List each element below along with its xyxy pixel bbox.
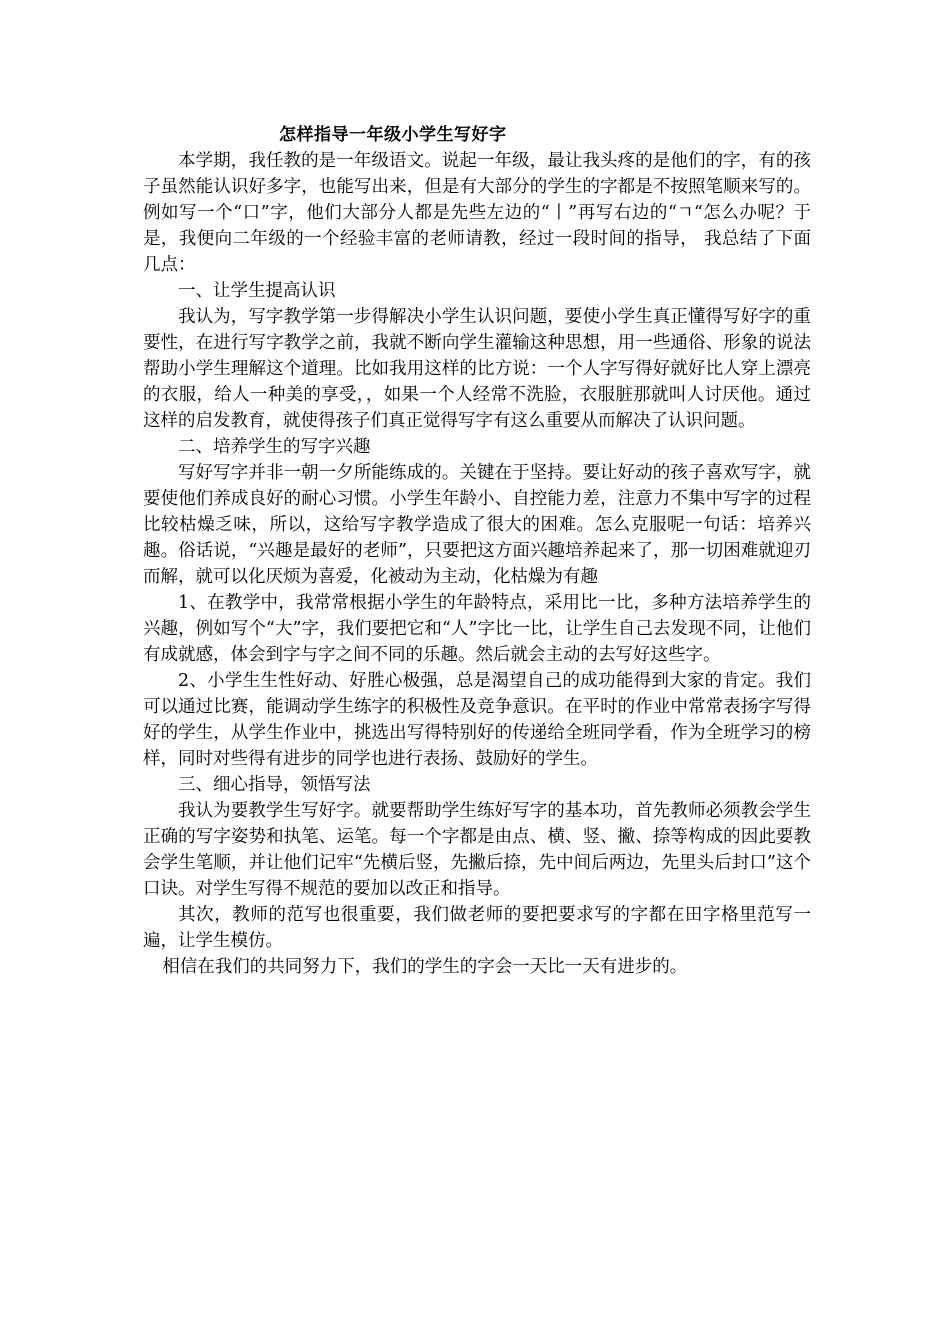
section-heading-2: 二、培养学生的写字兴趣 xyxy=(178,437,371,457)
section-1-paragraph: 我认为，写字教学第一步得解决小学生认识问题，要使小学生真正懂得写好字的重要性，在进行写字教学之前，我就不断向学生灌输这种思想，用一些通俗、形象的说法帮助小学生理解这个道理。比如我用这样的比方说：一个人字写得好就好比人穿上漂亮的衣服，给人一种美的享受，，如果一个人经常不洗脸，衣服脏那就叫人讨厌他。通过这样的启发教育，就使得孩子们真正觉得写字有这么重要从而解决了认识问题。 xyxy=(143,307,811,431)
section-3-paragraph-1: 我认为要教学生写好字。就要帮助学生练好写字的基本功，首先教师必须教会学生正确的写字姿势和执笔、运笔。每一个字都是由点、横、竖、撇、捺等构成的因此要教会学生笔顺，并让他们记牢“先横后竖，先撇后捺，先中间后两边，先里头后封口”这个口诀。对学生写得不规范的要加以改正和指导。 xyxy=(143,801,811,899)
intro-paragraph: 本学期，我任教的是一年级语文。说起一年级，最让我头疼的是他们的字，有的孩子虽然能认识好多字，也能写出来，但是有大部分的学生的字都是不按照笔顺来写的。例如写一个“口”字，他们大部分人都是先些左边的“丨”再写右边的“ㄱ“怎么办呢？于是，我便向二年级的一个经验丰富的老师请教，经过一段时间的指导， 我总结了下面几点： xyxy=(143,151,811,275)
section-2-item-2: 2、小学生生性好动、好胜心极强，总是渴望自己的成功能得到大家的肯定。我们可以通过比赛，能调动学生练字的积极性及竞争意识。在平时的作业中常常表扬字写得好的学生，从学生作业中，挑选出写得特别好的传递给全班同学看，作为全班学习的榜样，同时对些得有进步的同学也进行表扬、鼓励好的学生。 xyxy=(143,671,811,769)
document-title: 怎样指导一年级小学生写好字 xyxy=(279,125,507,145)
document-body xyxy=(143,122,811,980)
section-2-paragraph: 写好写字并非一朝一夕所能练成的。关键在于坚持。要让好动的孩子喜欢写字，就要使他们养成良好的耐心习惯。小学生年龄小、自控能力差，注意力不集中写字的过程比较枯燥乏味，所以，这给写字教学造成了很大的困难。怎么克服呢一句话：培养兴趣。俗话说，“兴趣是最好的老师”，只要把这方面兴趣培养起来了，那一切困难就迎刃而解，就可以化厌烦为喜爱，化被动为主动，化枯燥为有趣 xyxy=(143,463,811,587)
section-3-paragraph-2: 其次，教师的范写也很重要，我们做老师的要把要求写的字都在田字格里范写一遍，让学生模仿。 xyxy=(143,905,811,951)
section-2-item-1: 1、在教学中，我常常根据小学生的年龄特点，采用比一比，多种方法培养学生的兴趣，例如写个“大”字，我们要把它和“人”字比一比，让学生自己去发现不同，让他们有成就感，体会到字与字之间不同的乐趣。然后就会主动的去写好这些字。 xyxy=(143,593,811,665)
section-heading-3: 三、细心指导，领悟写法 xyxy=(178,775,371,795)
section-heading-1: 一、让学生提高认识 xyxy=(178,281,336,301)
conclusion-paragraph: 相信在我们的共同努力下，我们的学生的字会一天比一天有进步的。 xyxy=(162,957,688,977)
